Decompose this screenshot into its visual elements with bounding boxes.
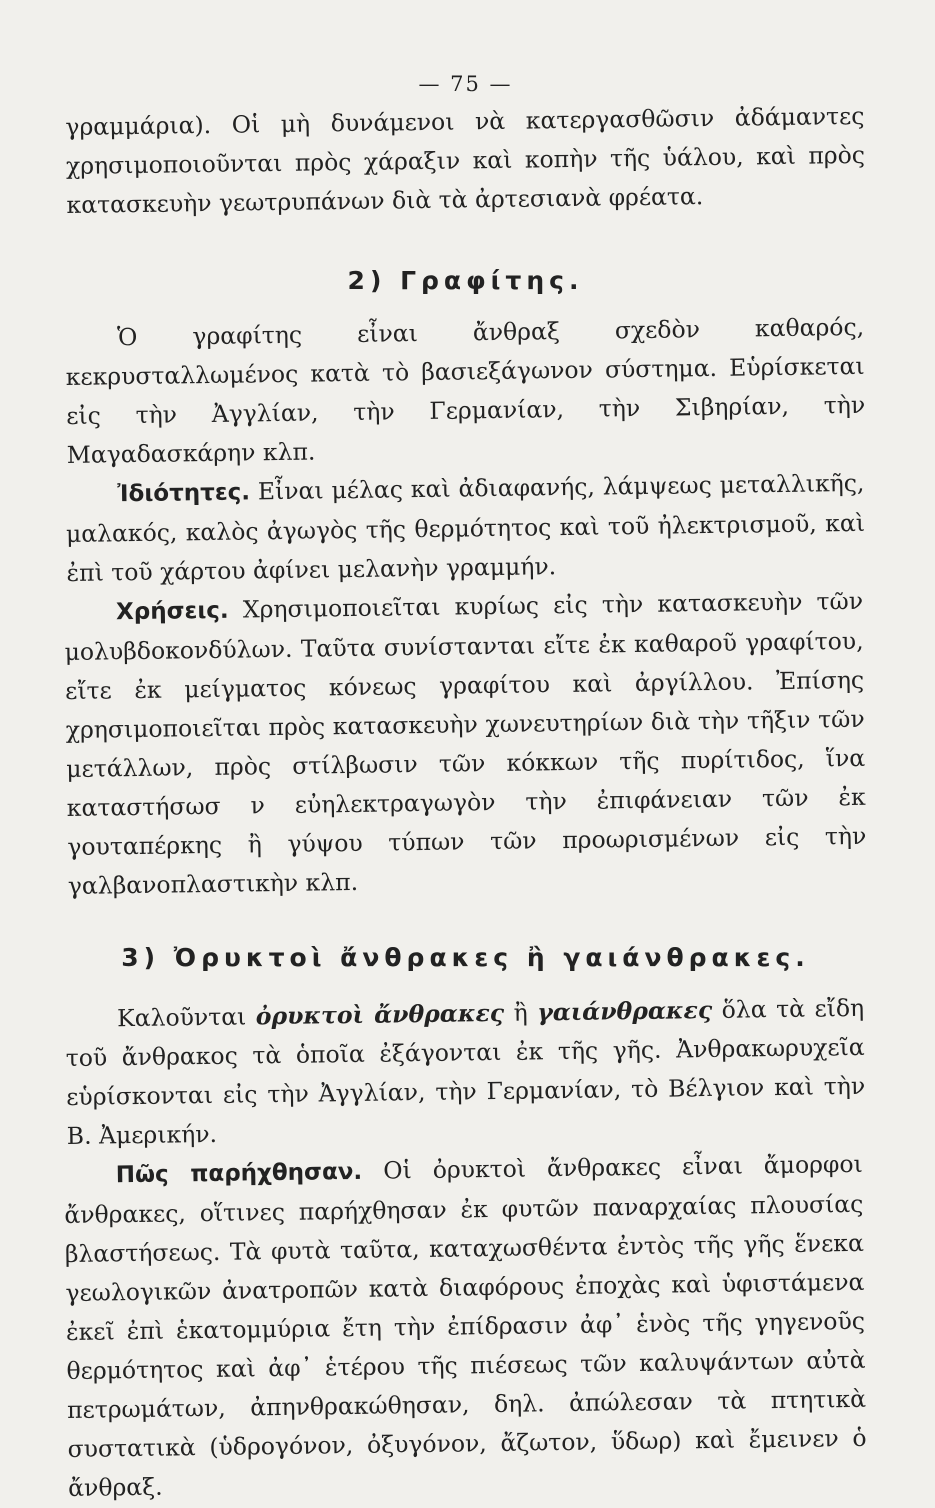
- coal-def-text-c: ὅλα τὰ εἴδη τοῦ ἄνθρακος τὰ ὁποῖα ἐξάγονται ἐκ τῆς γῆς. Ἀνθρακωρυχεῖα εὑρίσκονται εἰς τὴν Ἀγγλίαν, τὴν Γερμανίαν, τὸ Βέλγιον καὶ τὴν Β. Ἀμερικήν.: [65, 993, 866, 1150]
- origin-run-in-heading: Πῶς παρήχθησαν.: [115, 1158, 363, 1189]
- coal-definition-paragraph: [65, 989, 866, 1156]
- graphite-definition-paragraph: Ὁ γραφίτης εἶναι ἄνθραξ σχεδὸν καθαρός, κεκρυσταλλωμένος κατὰ τὸ βασιεξάγωνον σύστημα. Εὑρίσκεται εἰς τὴν Ἀγγλίαν, τὴν Γερμανίαν, τὴν Σιβηρίαν, τὴν Μαγαδασκάρην κλπ.: [65, 312, 866, 469]
- coal-def-text-b: ἢ: [503, 998, 538, 1027]
- term-mineral-coals: ὀρυκτοὶ ἄνθρακες: [255, 998, 505, 1031]
- uses-text: Χρησιμοποιεῖται κυρίως εἰς τὴν κατασκευὴν τῶν μολυβδοκονδύλων. Ταῦτα συνίστανται εἴτε ἐκ καθαροῦ γραφίτου, εἴτε ἐκ μείγματος κόνεως γραφίτου καὶ ἀργίλλου. Ἐπίσης χρησιμοποιεῖται πρὸς κατασκευὴν χωνευτηρίων διὰ τὴν τῆξιν τῶν μετάλλων, πρὸς στίλβωσιν τῶν κόκκων τῆς πυρίτιδος, ἵνα καταστήσωσ ν εὐηλεκτραγωγὸν τὴν ἐπιφάνειαν τῶν ἐκ γουταπέρκης ἢ γύψου τύπων τῶν προωρισμένων εἰς τὴν γαλβανοπλαστικὴν κλπ.: [64, 586, 867, 900]
- section-3-heading: 3) Ὀρυκτοὶ ἄνθρακες ἢ γαιάνθρακες.: [121, 943, 810, 972]
- graphite-properties-paragraph: [65, 464, 866, 593]
- properties-text: Εἶναι μέλας καὶ ἀδιαφανής, λάμψεως μεταλλικῆς, μαλακός, καλὸς ἀγωγὸς τῆς θερμότητος καὶ τοῦ ἠλεκτρισμοῦ, καὶ ἐπὶ τοῦ χάρτου ἀφίνει μελανὴν γραμμήν.: [65, 468, 866, 587]
- intro-paragraph: γραμμάρια). Οἱ μὴ δυνάμενοι νὰ κατεργασθῶσιν ἀδάμαντες χρησιμοποιοῦνται πρὸς χάραξιν καὶ κοπὴν τῆς ὑάλου, καὶ πρὸς κατασκευὴν γεωτρυπάνων διὰ τὰ ἀρτεσιανὰ φρέατα.: [65, 101, 866, 219]
- section-2-heading: 2) Γραφίτης.: [347, 266, 584, 295]
- term-earth-coals: γαιάνθρακες: [537, 995, 713, 1027]
- graphite-uses-paragraph: [64, 582, 867, 906]
- uses-run-in-heading: Χρήσεις.: [115, 597, 229, 626]
- coal-def-text-a: Καλοῦνται: [116, 1002, 257, 1033]
- origin-text: Οἱ ὀρυκτοὶ ἄνθρακες εἶναι ἄμορφοι ἄνθρακες, οἵτινες παρήχθησαν ἐκ φυτῶν παναρχαίας πλουσίας βλαστήσεως. Τὰ φυτὰ ταῦτα, καταχωσθέντα ἐντὸς τῆς γῆς ἕνεκα γεωλογικῶν ἀνατροπῶν κατὰ διαφόρους ἐποχὰς καὶ ὑφιστάμενα ἐκεῖ ἐπὶ ἑκατομμύρια ἔτη τὴν ἐπίδρασιν ἀφ᾿ ἑνὸς τῆς γηγενοῦς θερμότητος καὶ ἀφ᾿ ἑτέρου τῆς πιέσεως τῶν καλυψάντων αὐτὰ πετρωμάτων, ἀπηνθρακώθησαν, δηλ. ἀπώλεσαν τὰ πτητικὰ συστατικὰ (ὑδρογόνον, ὀξυγόνον, ἄζωτον, ὕδωρ) καὶ ἔμεινεν ὁ ἄνθραξ.: [64, 1149, 867, 1502]
- coal-origin-paragraph: [64, 1145, 868, 1508]
- properties-run-in-heading: Ἰδιότητες.: [117, 479, 251, 508]
- page-number: — 75 —: [418, 72, 513, 96]
